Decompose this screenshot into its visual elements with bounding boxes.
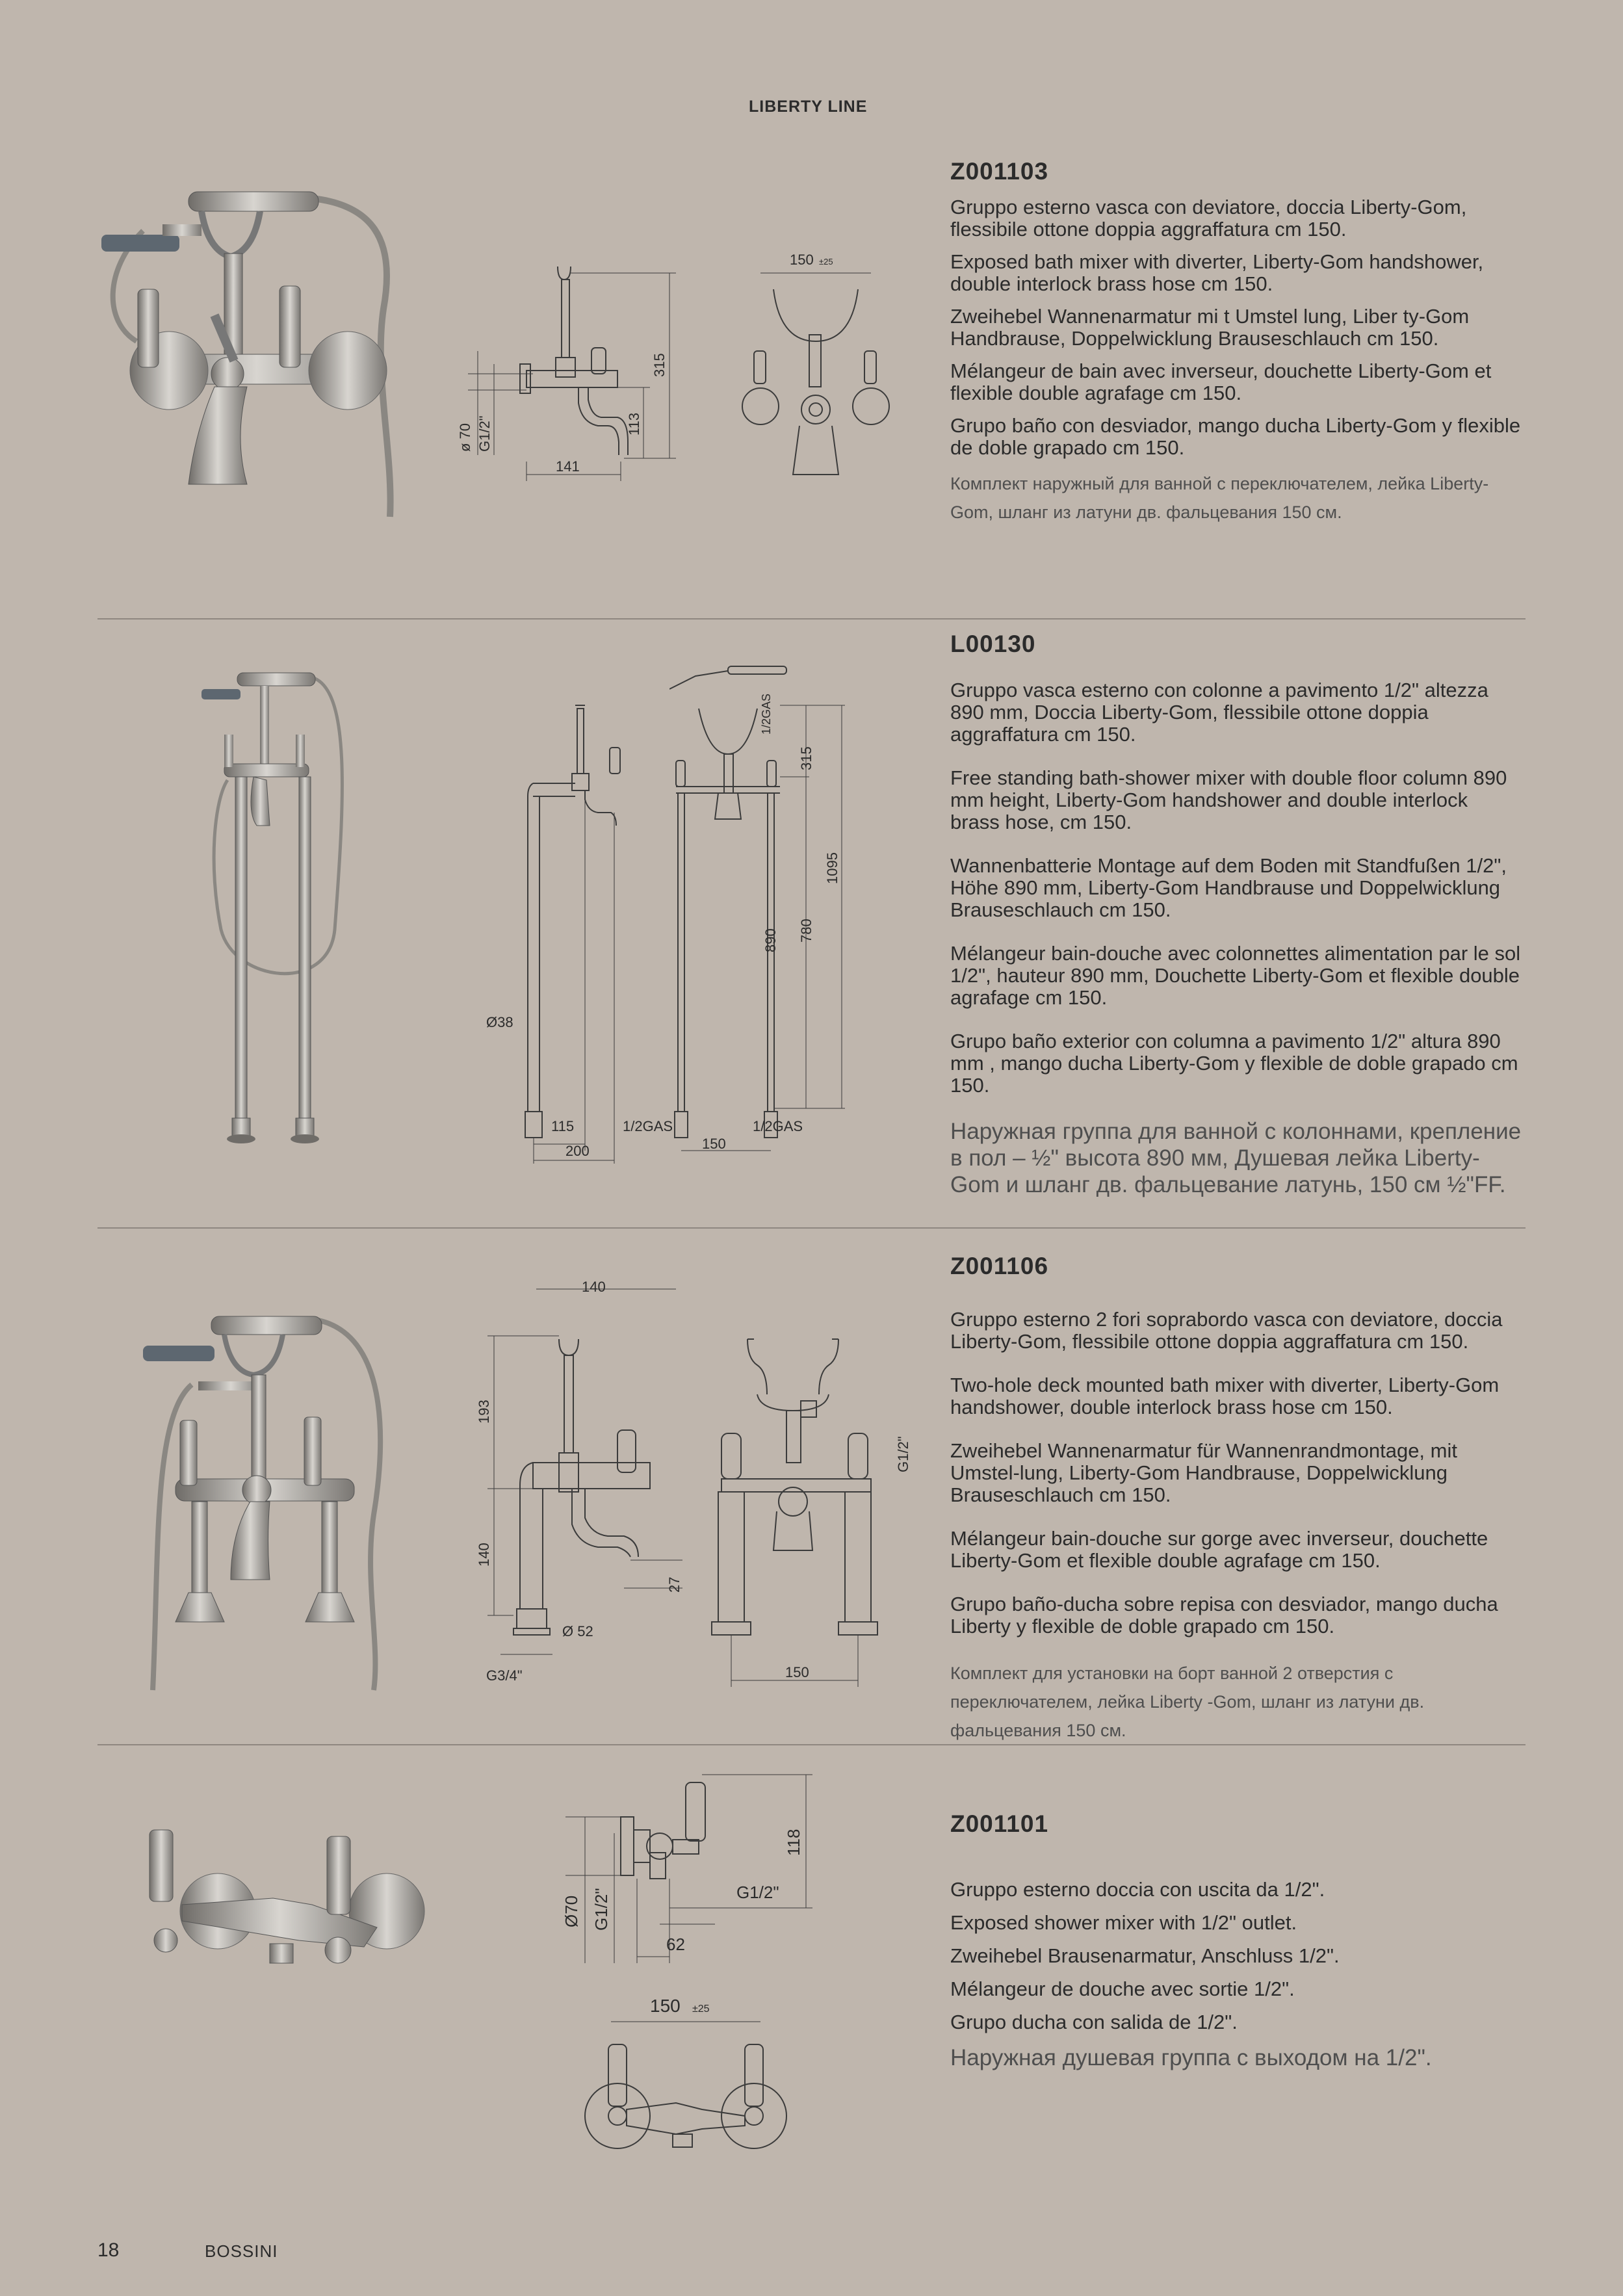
- description-en: Exposed bath mixer with diverter, Liberty-Gom handshower, double interlock brass hose cm 150.: [950, 250, 1484, 295]
- description-ru: Наружная группа для ванной с колоннами, крепление в пол – ½" высота 890 мм, Душевая лейка Liberty-Gom и шланг дв. фальцевание латунь, 150 см ½"FF.: [950, 1119, 1522, 1197]
- dim-g12: G1/2": [895, 1436, 911, 1472]
- description-es: Grupo baño-ducha sobre repisa con desviador, mango ducha Liberty y flexible de doble grapado cm 150.: [950, 1593, 1498, 1637]
- description-es: Grupo baño exterior con columna a pavimento 1/2" altura 890 mm , mango ducha Liberty-Gom y flexible de doble grapado cm 150.: [950, 1030, 1518, 1097]
- dim-113: 113: [626, 412, 642, 436]
- dim-780: 780: [798, 919, 814, 943]
- technical-drawing-front-z001103: [734, 250, 897, 491]
- description-de: Zweihebel Brausenarmatur, Anschluss 1/2".: [950, 1944, 1340, 1967]
- description-en: Exposed shower mixer with 1/2" outlet.: [950, 1911, 1297, 1934]
- dim-193: 193: [476, 1400, 492, 1424]
- technical-drawing-front-z001101: [572, 1986, 806, 2155]
- dim-118: 118: [784, 1829, 803, 1856]
- dim-g12-left: G1/2": [591, 1888, 611, 1931]
- description-es: Grupo baño con desviador, mango ducha Liberty-Gom y flexible de doble grapado cm 150.: [950, 414, 1521, 459]
- section-title: LIBERTY LINE: [749, 98, 868, 116]
- description-de: Zweihebel Wannenarmatur mi t Umstel lung, Liber ty-Gom Handbrause, Doppelwicklung Brauseschlauch cm 150.: [950, 305, 1470, 350]
- description-fr: Mélangeur bain-douche sur gorge avec inverseur, douchette Liberty-Gom et flexible double agrafage cm 150.: [950, 1527, 1488, 1572]
- technical-drawing-side-z001103: [448, 260, 708, 494]
- dim-140-top: 140: [582, 1279, 606, 1295]
- description-it: Gruppo vasca esterno con colonne a pavimento 1/2" altezza 890 mm, Doccia Liberty-Gom, flessibile ottone doppia aggraffatura cm 150.: [950, 679, 1488, 746]
- dim-315: 315: [651, 353, 668, 377]
- product-description: [950, 196, 1522, 537]
- description-ru: Наружная душевая группа с выходом на 1/2".: [950, 2045, 1432, 2070]
- dim-g12: G1/2": [476, 415, 493, 452]
- product-photo-l00130: [195, 670, 351, 1144]
- dim-115: 115: [551, 1118, 575, 1134]
- dim-150: 150: [790, 252, 814, 268]
- technical-drawing-side-z001106: [468, 1277, 689, 1693]
- product-code: Z001106: [950, 1253, 1049, 1279]
- dim-141: 141: [556, 458, 580, 475]
- section-divider: [97, 1744, 1526, 1745]
- product-description: [950, 1309, 1522, 1766]
- product-description: [950, 1879, 1522, 2082]
- description-ru: Комплект для установки на борт ванной 2 отверстия с переключателем, лейка Liberty -Gom, шланг из латуни дв. фальцевания 150 см.: [950, 1663, 1425, 1740]
- product-description: [950, 679, 1522, 1220]
- dim-315: 315: [798, 746, 814, 770]
- product-code: Z001103: [950, 158, 1049, 185]
- description-it: Gruppo esterno 2 fori soprabordo vasca con deviatore, doccia Liberty-Gom, flessibile ottone doppia aggraffatura cm 150.: [950, 1308, 1503, 1353]
- brand-name: BOSSINI: [205, 2241, 278, 2261]
- section-divider: [97, 618, 1526, 620]
- product-code: Z001101: [950, 1810, 1049, 1837]
- dim-150: 150: [650, 1996, 681, 2016]
- dim-gas-left: 1/2GAS: [623, 1118, 673, 1134]
- technical-drawing-side-z001101: [552, 1768, 825, 1963]
- dim-200: 200: [565, 1143, 590, 1159]
- product-code: L00130: [950, 631, 1036, 657]
- dim-gas-right: 1/2GAS: [753, 1118, 803, 1134]
- dim-1095: 1095: [824, 852, 840, 884]
- description-de: Zweihebel Wannenarmatur für Wannenrandmontage, mit Umstel-lung, Liberty-Gom Handbrause, Doppelwicklung Brauseschlauch cm 150.: [950, 1439, 1457, 1506]
- description-es: Grupo ducha con salida de 1/2".: [950, 2011, 1238, 2033]
- dim-890: 890: [762, 928, 779, 952]
- dim-tolerance: ±25: [692, 2003, 710, 2015]
- description-de: Wannenbatterie Montage auf dem Boden mit Standfußen 1/2", Höhe 890 mm, Liberty-Gom Handbrause und Doppelwicklung Brauseschlauch cm 150.: [950, 854, 1507, 921]
- dim-gas-top: 1/2GAS: [760, 693, 773, 735]
- dim-g12-right: G1/2": [736, 1883, 779, 1902]
- dim-27: 27: [666, 1576, 682, 1593]
- dim-diameter-70: ø 70: [457, 423, 473, 452]
- dim-150: 150: [702, 1136, 726, 1152]
- product-photo-z001103: [97, 179, 403, 523]
- dim-diameter-52: Ø 52: [562, 1623, 593, 1639]
- dim-140-side: 140: [476, 1543, 492, 1567]
- description-ru: Комплект наружный для ванной с переключателем, лейка Liberty- Gom, шланг из латуни дв. фальцевания 150 см.: [950, 474, 1489, 522]
- description-it: Gruppo esterno vasca con deviatore, doccia Liberty-Gom, flessibile ottone doppia aggraffatura cm 150.: [950, 196, 1467, 241]
- description-it: Gruppo esterno doccia con uscita da 1/2".: [950, 1878, 1325, 1901]
- description-fr: Mélangeur bain-douche avec colonnettes alimentation par le sol 1/2", hauteur 890 mm, Douchette Liberty-Gom et flexible double agrafage cm 150.: [950, 942, 1521, 1009]
- dim-diameter-38: Ø38: [486, 1014, 513, 1030]
- dim-tolerance: ±25: [819, 257, 833, 267]
- description-fr: Mélangeur de bain avec inverseur, douchette Liberty-Gom et flexible double agrafage cm 150.: [950, 359, 1492, 404]
- dim-diameter-70: Ø70: [562, 1895, 581, 1927]
- technical-drawing-front-l00130: [669, 657, 864, 1164]
- description-en: Two-hole deck mounted bath mixer with diverter, Liberty-Gom handshower, double interlock brass hose cm 150.: [950, 1374, 1500, 1418]
- dim-150: 150: [785, 1664, 809, 1680]
- product-photo-z001101: [143, 1823, 435, 1970]
- section-divider: [97, 1227, 1526, 1229]
- technical-drawing-front-z001106: [708, 1333, 929, 1690]
- description-en: Free standing bath-shower mixer with double floor column 890 mm height, Liberty-Gom handshower and double interlock brass hose, cm 150.: [950, 766, 1507, 833]
- dim-g34: G3/4": [486, 1667, 523, 1684]
- dim-62: 62: [666, 1935, 685, 1954]
- description-fr: Mélangeur de douche avec sortie 1/2".: [950, 1977, 1295, 2000]
- product-photo-z001106: [140, 1307, 393, 1697]
- page-number: 18: [97, 2239, 120, 2261]
